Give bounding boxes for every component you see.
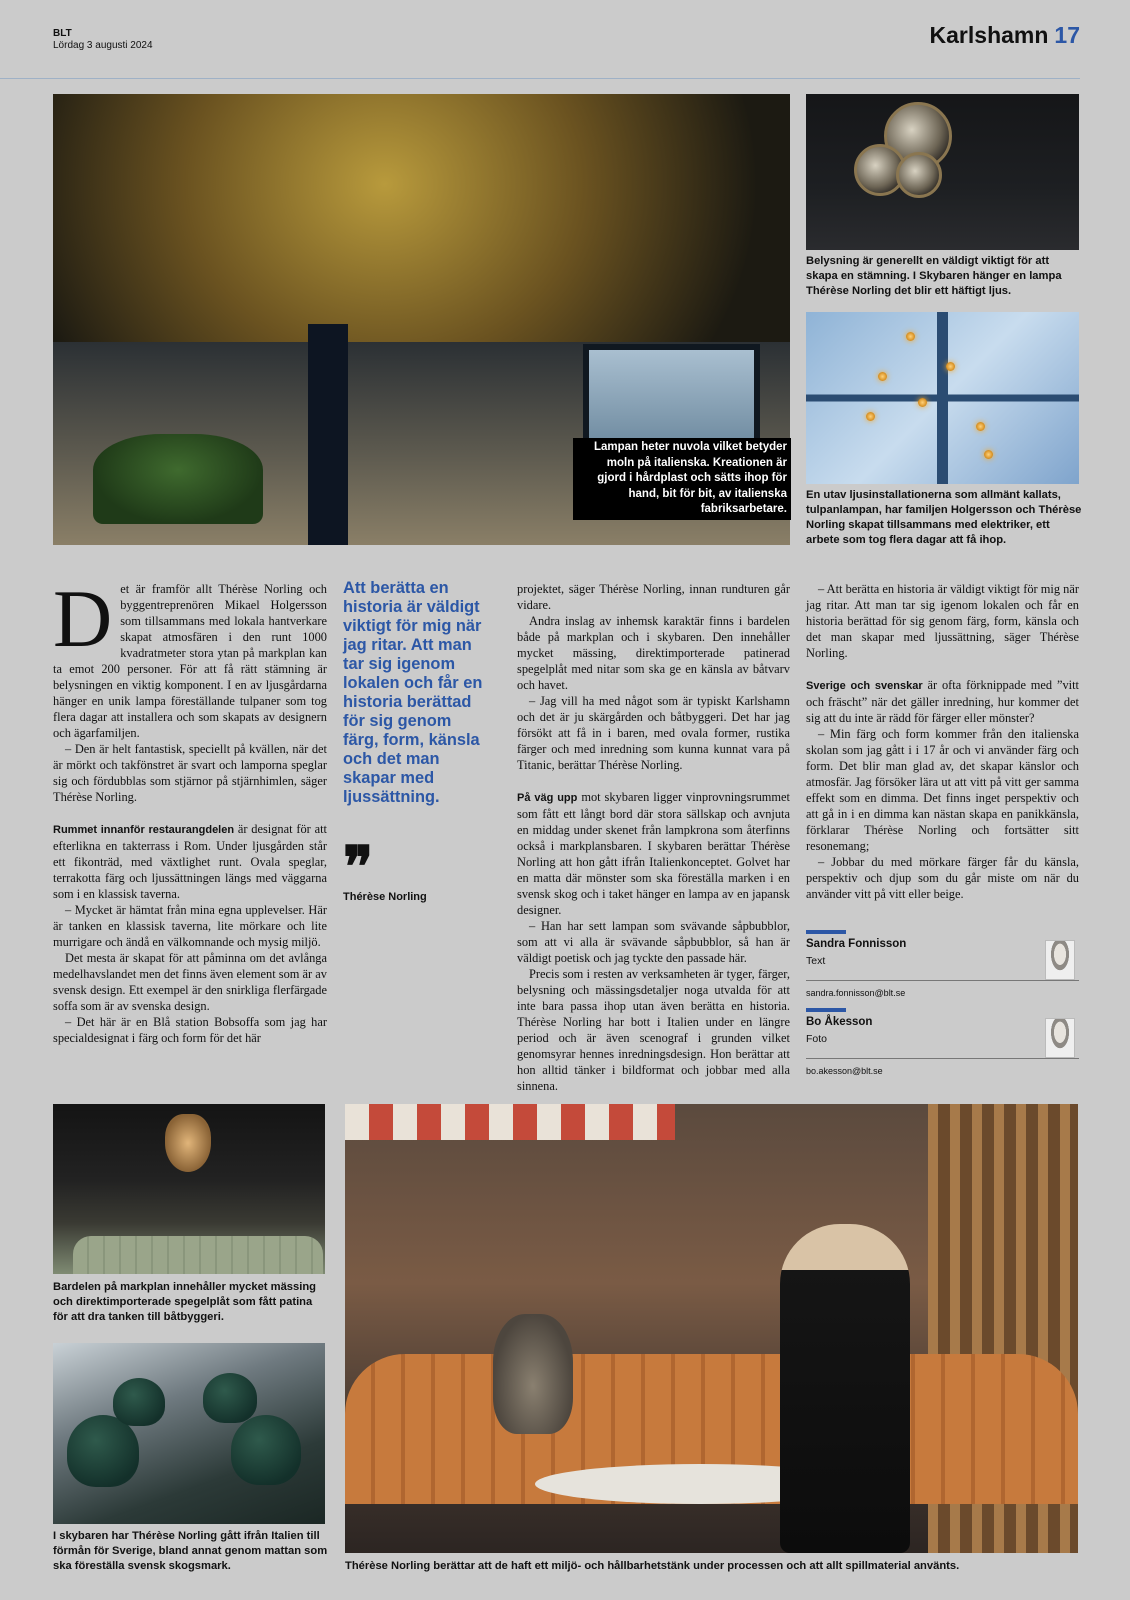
byline-rule	[806, 980, 1079, 981]
photo-chair	[231, 1415, 301, 1485]
masthead	[53, 28, 153, 52]
caption-portrait: Thérèse Norling berättar att de haft ett miljö- och hållbarhetstänk under processen och att allt spillmaterial använts.	[345, 1560, 960, 1572]
avatar	[1045, 940, 1075, 980]
paragraph-lead: Rummet innanför restaurangdelen	[53, 824, 235, 836]
paragraph-text: är ofta förknippade med ”vitt och fräscht” när det gäller inredning, hur kommer det sig att du inte är rädd för färger eller mönster?	[806, 678, 1080, 725]
article-paragraph: Precis som i resten av verksamheten är tyger, färger, belysning och mässingsdetaljer noga utvalda för att inte bara passa ihop utan även berätta en historia. Thérèse Norling har bott i Italien under en längre period och är även scenograf i grunden vilket genomsyrar hennes inredningsdesign. Hon berättar att hon alltid tänker i bildformat och jobbar med alla sinnena.	[517, 967, 790, 1093]
avatar	[1045, 1018, 1075, 1058]
photo-tulip-lamp	[806, 312, 1079, 484]
photo-chandelier	[165, 1114, 211, 1172]
article-paragraph: Andra inslag av inhemsk karaktär finns i bardelen både på markplan och i skybaren. Den innehåller mycket mässing, direktimporterade patinerad spegelplåt med nitar som ska ge en känsla av båtvarv och havet.	[517, 614, 790, 692]
section-header	[930, 22, 1080, 49]
photo-orb-lamp	[806, 94, 1079, 250]
paragraph-lead: Sverige och svenskar	[806, 680, 923, 692]
photo-sofa	[73, 1236, 323, 1274]
photo-awning	[345, 1104, 675, 1140]
caption-orb-lamp: Belysning är generellt en väldigt viktigt för att skapa en stämning. I Skybaren hänger en lampa Thérèse Norling det blir ett häftigt ljus.	[806, 255, 1062, 297]
bulb-shape	[984, 450, 993, 459]
article-paragraph: Det mesta är skapat för att påminna om det avlånga medelhavslandet men det finns även element som är av svensk design. Ett exempel är den snirkliga flerfärgade soffa som är av svenska design.	[53, 951, 327, 1013]
article-paragraph: – Det här är en Blå station Bobsoffa som jag har specialdesignat i färg och form för det här	[53, 1015, 327, 1045]
byline-email: bo.akesson@blt.se	[806, 1066, 883, 1076]
article-paragraph: et är framför allt Thérèse Norling och byggentreprenören Mikael Holgersson som tillsammans med lokala hantverkare skapat atmosfären i den runt 1000 kvadratmeter stora ytan på markplan kan ta emot 200 personer. För att få rätt stämning är belysningen en viktig komponent. I en av ljusgårdarna hänger en unik lampa föreställande tulpaner som tog flera dagar att installera och som skapats av designern och ägarfamiljen.	[53, 582, 327, 740]
issue-date: Lördag 3 augusti 2024	[53, 40, 153, 51]
paragraph-lead: På väg upp	[517, 792, 578, 804]
photo-bar-ground-floor	[53, 1104, 325, 1274]
paragraph-text: mot skybaren ligger vinprovningsrummet som fått ett långt bord där stora sällskap och avnjuta en middag under skenet från lampkrona som återfinns också i markplansbaren. I skybaren berättar Thérèse Norling att hon gått ifrån Italienkonceptet. Golvet har en matta där mönster som ska föreställa marken i en svensk skog och i taket hänger en lampa av en japansk designer.	[517, 790, 790, 917]
article-paragraph	[517, 789, 790, 918]
bulb-shape	[976, 422, 985, 431]
photo-window	[583, 344, 760, 451]
article-column-4	[806, 581, 1079, 902]
article-paragraph: – Jag vill ha med något som är typiskt Karlshamn och det är ju skärgården och båtbyggeri. Det har jag försökt att få in i baren, med ovala former, rustika färger och med inredning som kunna kunnat vara på Titanic, berättar Thérèse Norling.	[517, 694, 790, 772]
photo-vase	[493, 1314, 573, 1434]
photo-therese-norling	[345, 1104, 1078, 1553]
photo-pillar	[308, 324, 348, 545]
photo-plants	[93, 434, 263, 524]
byline-name: Bo Åkesson	[806, 1016, 873, 1028]
byline-rule	[806, 1058, 1079, 1059]
pull-quote: Att berätta en historia är väldigt viktigt för mig när jag ritar. Att man tar sig igenom lokalen och får en historia berättad för sig genom färg, form, känsla och det man skapar med ljussättning.	[343, 579, 483, 806]
photo-chair	[203, 1373, 257, 1423]
bulb-shape	[878, 372, 887, 381]
orb-shape	[896, 152, 942, 198]
caption-tulip-lamp: En utav ljusinstallationerna som allmänt kallats, tulpanlampan, har familjen Holgersson och Thérèse Norling skapat tillsammans med elektriker, ett arbete som tog flera dagar att få ihop.	[806, 489, 1082, 546]
page-number: 17	[1054, 22, 1080, 48]
byline-role: Text	[806, 955, 826, 967]
article-paragraph: – Att berätta en historia är väldigt viktigt för mig när jag ritar. Att man tar sig igenom lokalen och får en historia berättad för sig genom färg, form, känsla och det man skapar med ljussättning, säger Thérèse Norling.	[806, 582, 1079, 660]
article-paragraph: – Han har sett lampan som svävande såpbubblor, som att vi alla är svävande såpbubblor, så han är väldigt poetisk och jag tyckte den passade här.	[517, 919, 790, 965]
bulb-shape	[866, 412, 875, 421]
bulb-shape	[906, 332, 915, 341]
drop-cap: D	[53, 573, 113, 664]
caption-nuvola-lamp: Lampan heter nuvola vilket betyder moln på italienska. Kreationen är gjord i hårdplast och sätts ihop för hand, bit för bit, av italienska fabriksarbetare.	[573, 438, 791, 520]
photo-person	[780, 1224, 910, 1553]
pull-quote-attribution: Thérèse Norling	[343, 891, 427, 903]
publication-name: BLT	[53, 28, 72, 39]
article-column-3	[517, 581, 790, 1094]
quote-mark-icon: ❞	[343, 834, 374, 900]
paragraph-text: är designat för att efterlikna en takterrass i Rom. Under ljusgården står ett fikonträd, med växtlighet runt. Ovala speglar, terrakotta färg och ljussättningen längs med väggarna som i en klassisk taverna.	[53, 822, 327, 901]
byline-email: sandra.fonnisson@blt.se	[806, 988, 906, 998]
bulb-shape	[946, 362, 955, 371]
byline-accent-bar	[806, 1008, 846, 1012]
photo-chair	[67, 1415, 139, 1487]
byline-accent-bar	[806, 930, 846, 934]
article-paragraph: projektet, säger Thérèse Norling, innan rundturen går vidare.	[517, 582, 790, 612]
article-paragraph: – Den är helt fantastisk, speciellt på kvällen, när det är mörkt och takfönstret är svart och lamporna speglar sig och fördubblas som stjärnor på stjärnhimlen, säger Thérèse Norling.	[53, 742, 327, 804]
bulb-shape	[918, 398, 927, 407]
article-paragraph	[806, 677, 1079, 726]
article-paragraph: – Jobbar du med mörkare färger får du känsla, perspektiv och djup som du går miste om när du använder vitt på vitt eller beige.	[806, 855, 1079, 901]
section-name: Karlshamn	[929, 22, 1049, 48]
article-paragraph: – Min färg och form kommer från den italienska skolan som jag gått i i 17 år och vi använder färg och form. Det blir man glad av, det skapar känslor och atmosfär. Jag försöker lära ut att vitt på vitt ger samma effekt som en dimma. Det finns inget perspektiv och att gå in i en dimma kan nästan skapa en panikkänsla, förklarar Thérèse Norling och fortsätter sitt resonemang;	[806, 727, 1079, 853]
photo-skybar	[53, 1343, 325, 1524]
header-rule	[0, 78, 1080, 79]
article-paragraph	[53, 821, 327, 902]
caption-bar: Bardelen på markplan innehåller mycket mässing och direktimporterade spegelplåt som fått patina för att dra tanken till båtbyggeri.	[53, 1281, 317, 1323]
caption-skybar: I skybaren har Thérèse Norling gått ifrån Italien till förmån för Sverige, bland annat genom mattan som ska föreställa svensk skogsmark.	[53, 1530, 328, 1572]
byline-name: Sandra Fonnisson	[806, 938, 907, 950]
article-column-1	[53, 573, 327, 1046]
article-paragraph: – Mycket är hämtat från mina egna upplevelser. Här är tanken en klassisk taverna, lite mörkare och lite murrigare och ändå en välkomnande och mysig miljö.	[53, 903, 327, 949]
photo-chair	[113, 1378, 165, 1426]
byline-role: Foto	[806, 1033, 828, 1045]
